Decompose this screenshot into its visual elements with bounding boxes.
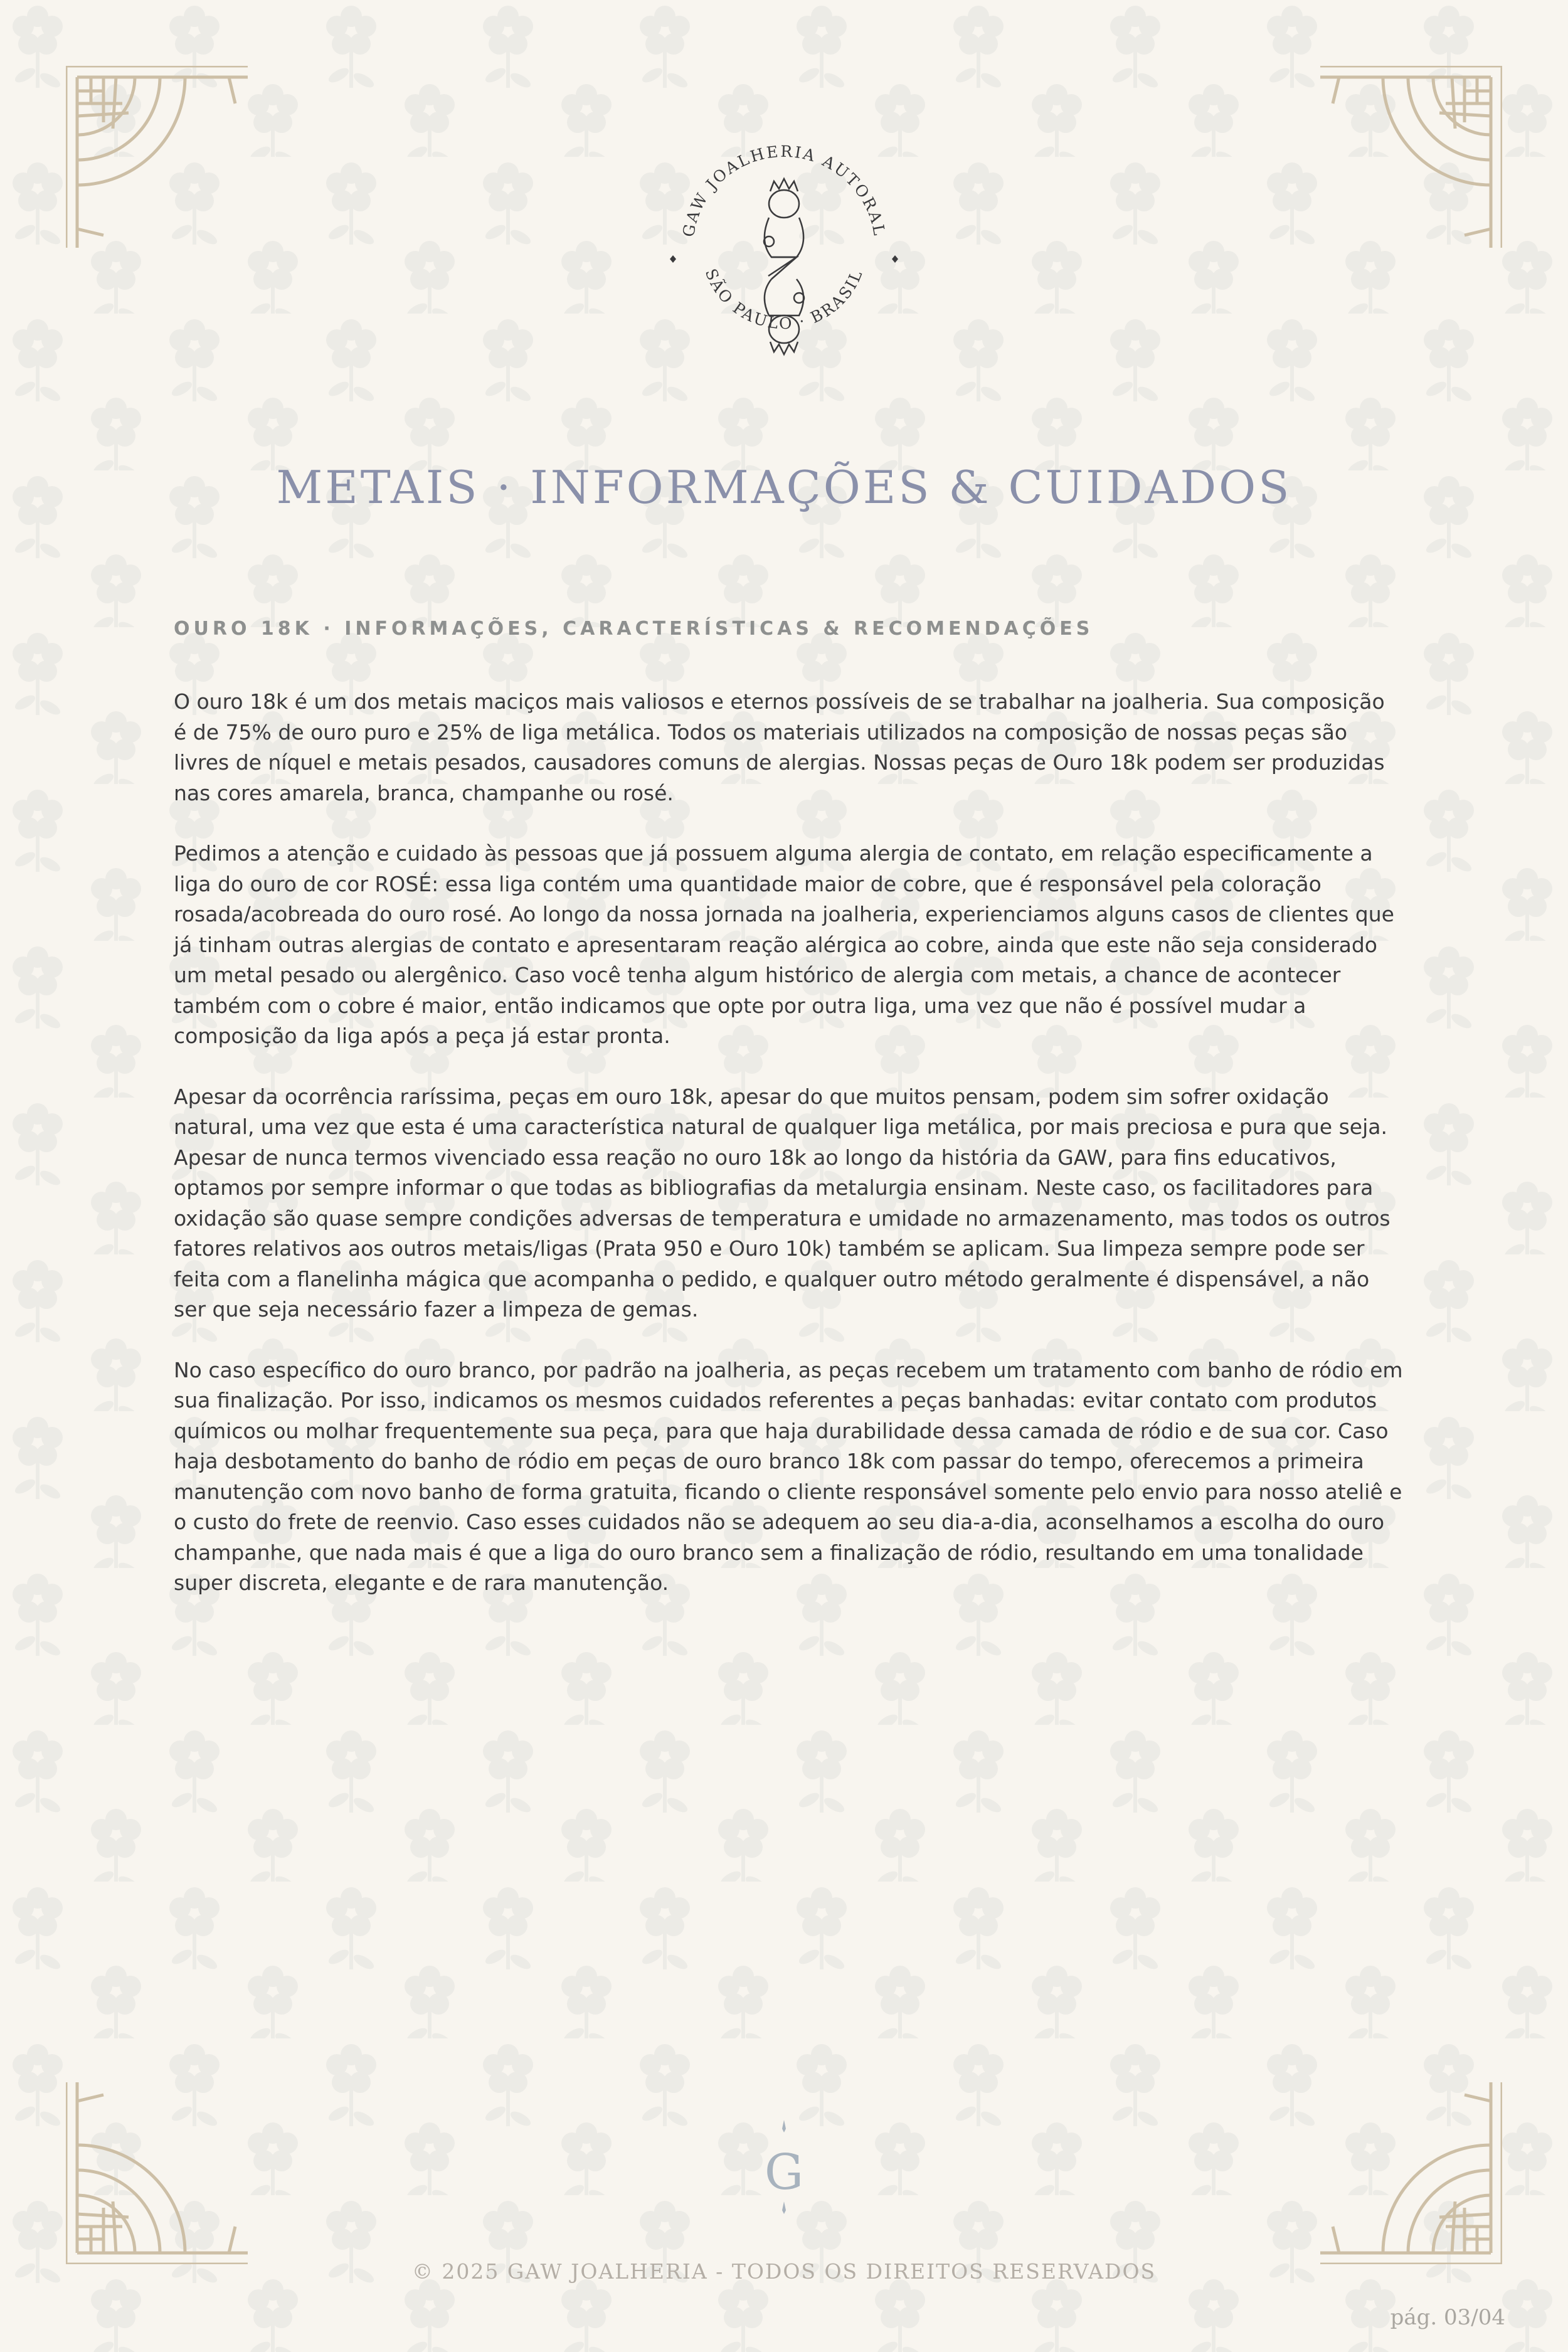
corner-ornament-icon [66, 2076, 254, 2264]
brand-logo [659, 116, 909, 379]
body-text [174, 687, 1403, 1629]
logo-arc-top-text: GAW JOALHERIA AUTORAL [679, 142, 889, 239]
logo-arc-bottom-text: SÃO PAULO · BRASIL [701, 266, 867, 333]
corner-ornament-icon [1314, 2076, 1502, 2264]
corner-ornament-icon [1314, 66, 1502, 254]
page-title: METAIS · INFORMAÇÕES & CUIDADOS [276, 461, 1292, 514]
g-monogram-icon [759, 2120, 809, 2214]
paragraph: Pedimos a atenção e cuidado às pessoas que já possuem alguma alergia de contato, em relação especificamente a liga do ouro de cor ROSÉ: essa liga contém uma quantidade maior de cobre, que é responsável pela coloração rosada/acobreada do ouro rosé. Ao longo da nossa jornada na joalheria, experienciamos alguns casos de clientes que já tinham outras alergias de contato e apresentaram reação alérgica ao cobre, ainda que este não seja considerado um metal pesado ou alergênico. Caso você tenha algum histórico de alergia com metais, a chance de acontecer também com o cobre é maior, então indicamos que opte por outra liga, uma vez que não é possível mudar a composição da liga após a peça já estar pronta. [174, 841, 1394, 1048]
footer-copyright: © 2025 GAW JOALHERIA - TODOS OS DIREITOS RESERVADOS [411, 2259, 1157, 2284]
paragraph: Apesar da ocorrência raríssima, peças em ouro 18k, apesar do que muitos pensam, podem sim sofrer oxidação natural, uma vez que esta é uma característica natural de qualquer liga metálica, por mais preciosa e pura que seja. Apesar de nunca termos vivenciado essa reação no ouro 18k ao longo da história da GAW, para fins educativos, optamos por sempre informar o que todas as bibliografias da metalurgia ensinam. Neste caso, os facilitadores para oxidação são quase sempre condições adversas de temperatura e umidade no armazenamento, mas todos os outros fatores relativos aos outros metais/ligas (Prata 950 e Ouro 10k) também se aplicam. Sua limpeza sempre pode ser feita com a flanelinha mágica que acompanha o pedido, e qualquer outro método geralmente é dispensável, a não ser que seja necessário fazer a limpeza de gemas. [174, 1084, 1391, 1322]
section-subtitle: OURO 18K · INFORMAÇÕES, CARACTERÍSTICAS & RECOMENDAÇÕES [174, 618, 1094, 640]
paragraph: No caso específico do ouro branco, por padrão na joalheria, as peças recebem um tratamento com banho de ródio em sua finalização. Por isso, indicamos os mesmos cuidados referentes a peças banhadas: evitar contato com produtos químicos ou molhar frequentemente sua peça, para que haja durabilidade dessa camada de ródio e de sua cor. Caso haja desbotamento do banho de ródio em peças de ouro branco 18k com passar do tempo, oferecemos a primeira manutenção com novo banho de forma gratuita, ficando o cliente responsável somente pelo envio para nosso ateliê e o custo do frete de reenvio. Caso esses cuidados não se adequem ao seu dia-a-dia, aconselhamos a escolha do ouro champanhe, que nada mais é que a liga do ouro branco sem a finalização de ródio, resultando em uma tonalidade super discreta, elegante e de rara manutenção. [174, 1357, 1403, 1595]
svg-text:G: G [764, 2144, 804, 2201]
page-number: pág. 03/04 [1390, 2305, 1505, 2330]
corner-ornament-icon [66, 66, 254, 254]
paragraph: O ouro 18k é um dos metais maciços mais valiosos e eternos possíveis de se trabalhar na joalheria. Sua composição é de 75% de ouro puro e 25% de liga metálica. Todos os materiais utilizados na composição de nossas peças são livres de níquel e metais pesados, causadores comuns de alergias. Nossas peças de Ouro 18k podem ser produzidas nas cores amarela, branca, champanhe ou rosé. [174, 689, 1385, 805]
